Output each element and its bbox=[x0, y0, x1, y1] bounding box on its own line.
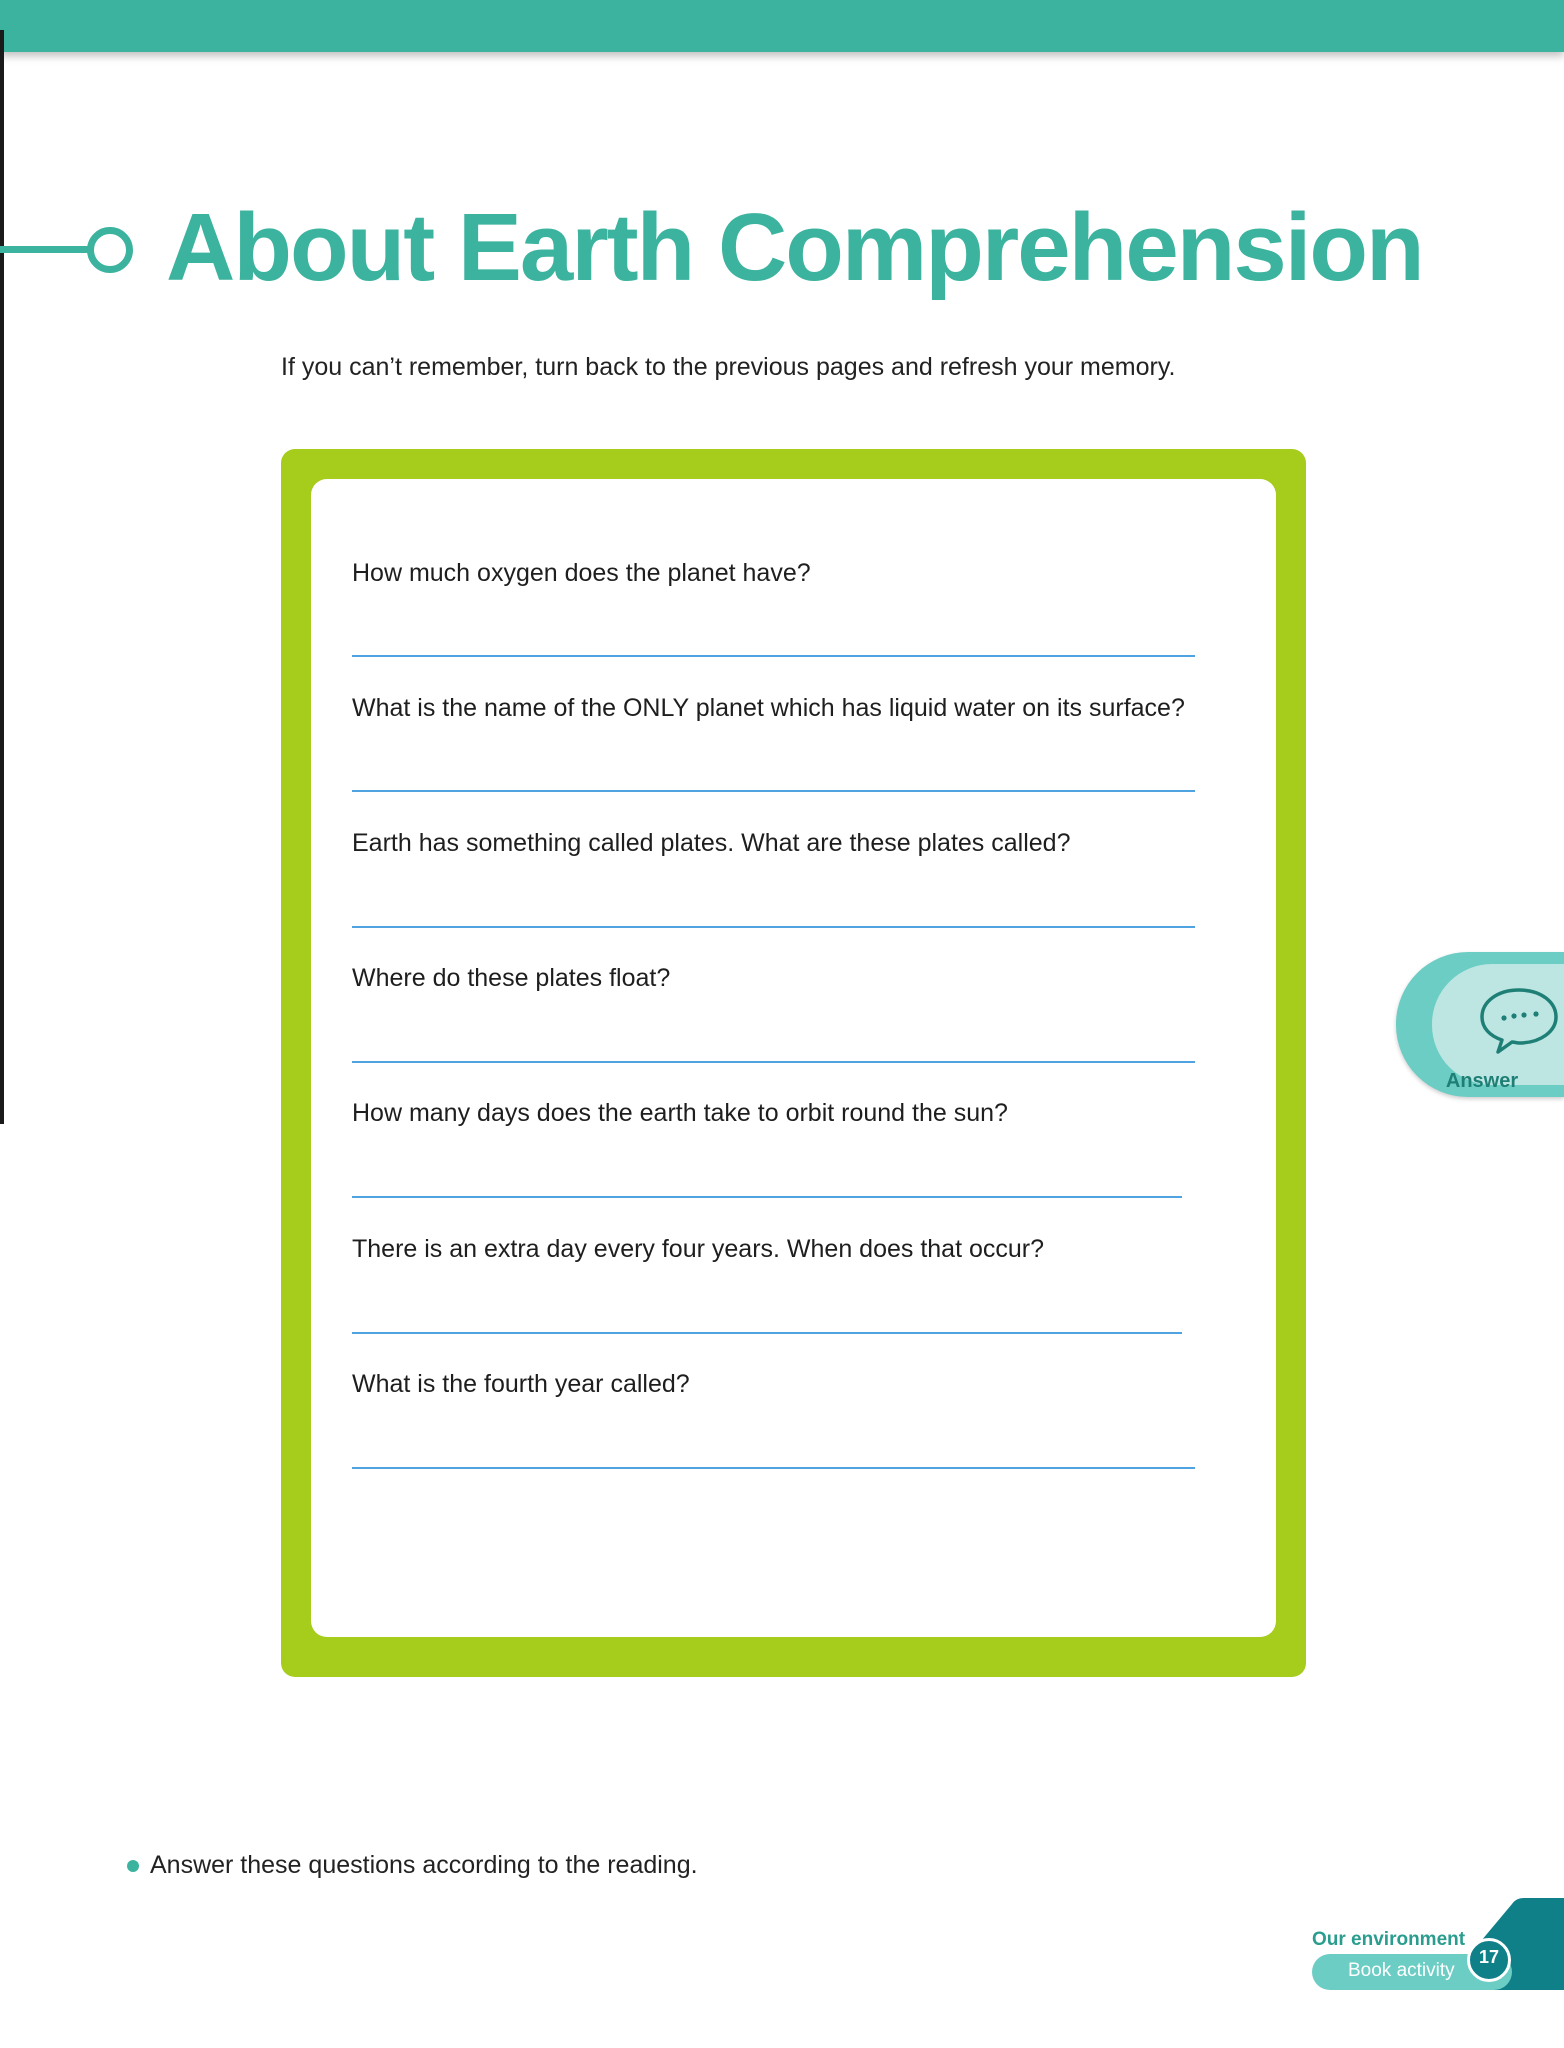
answer-button[interactable] bbox=[1396, 952, 1564, 1097]
title-connector-line bbox=[0, 246, 90, 253]
answer-field-4[interactable] bbox=[352, 1061, 1195, 1063]
page-subtitle: If you can’t remember, turn back to the previous pages and refresh your memory. bbox=[281, 353, 1176, 381]
question-6: There is an extra day every four years. When does that occur? bbox=[352, 1235, 1045, 1263]
answer-field-6[interactable] bbox=[352, 1332, 1182, 1334]
question-2: What is the name of the ONLY planet which has liquid water on its surface? bbox=[352, 694, 1185, 722]
instruction-text: Answer these questions according to the reading. bbox=[150, 1851, 698, 1879]
question-5: How many days does the earth take to orbit round the sun? bbox=[352, 1099, 1008, 1127]
answer-button-face[interactable] bbox=[1432, 964, 1564, 1092]
footer-section-label: Our environment bbox=[1312, 1929, 1466, 1950]
top-banner bbox=[0, 0, 1564, 52]
answer-label: Answer bbox=[1445, 1070, 1519, 1092]
answer-field-1[interactable] bbox=[352, 655, 1195, 657]
question-1: How much oxygen does the planet have? bbox=[352, 559, 811, 587]
question-7: What is the fourth year called? bbox=[352, 1370, 690, 1398]
page-edge-line bbox=[0, 30, 4, 1124]
answer-field-2[interactable] bbox=[352, 790, 1195, 792]
page-number: 17 bbox=[1478, 1947, 1500, 1967]
question-card bbox=[281, 449, 1306, 1677]
question-3: Earth has something called plates. What are these plates called? bbox=[352, 829, 1071, 857]
speech-bubble-icon bbox=[1476, 984, 1562, 1056]
page-title: About Earth Comprehension bbox=[166, 194, 1423, 301]
title-ring-icon bbox=[87, 227, 133, 273]
answer-field-5[interactable] bbox=[352, 1196, 1182, 1198]
question-list bbox=[311, 479, 1276, 1637]
footer-activity-label: Book activity bbox=[1348, 1960, 1455, 1981]
question-4: Where do these plates float? bbox=[352, 964, 671, 992]
bullet-icon bbox=[127, 1860, 139, 1872]
answer-field-3[interactable] bbox=[352, 926, 1195, 928]
answer-field-7[interactable] bbox=[352, 1467, 1195, 1469]
